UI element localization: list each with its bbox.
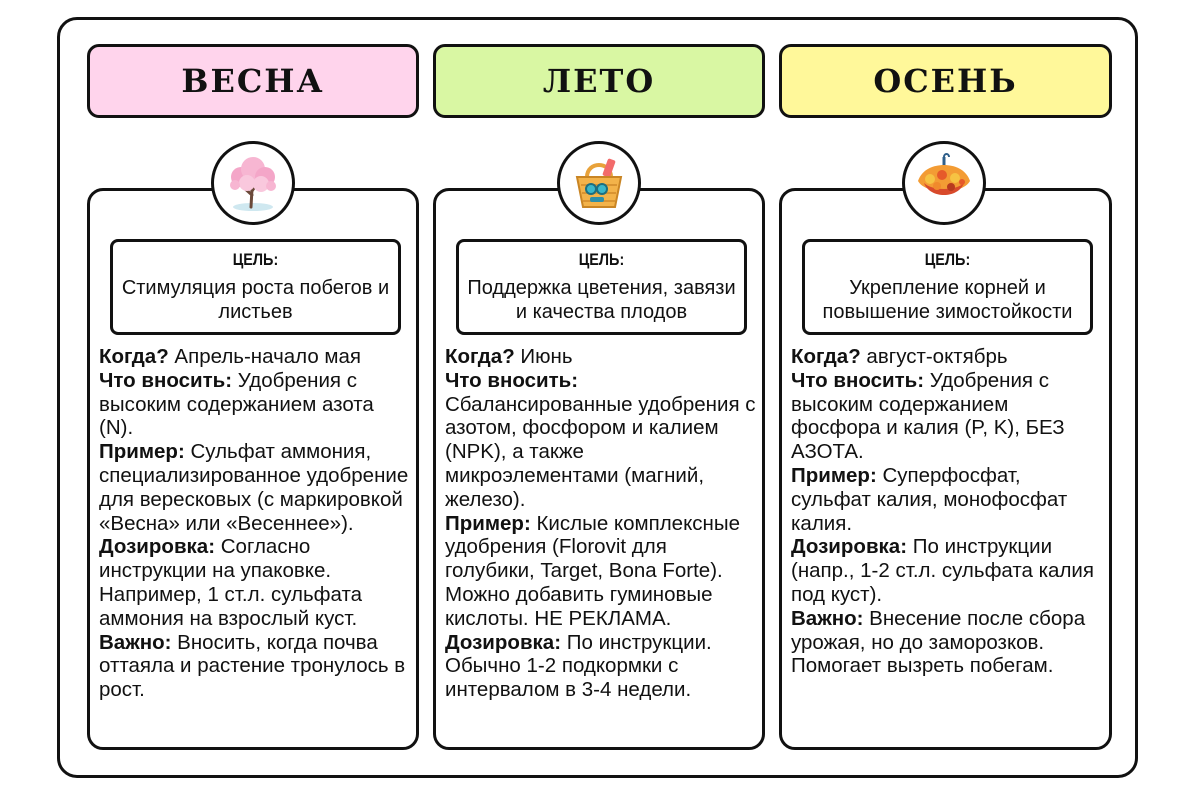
- when-label: Когда?: [445, 345, 515, 368]
- card-spring: [87, 188, 419, 750]
- when-line: [791, 345, 1103, 369]
- dose-label: Дозировка:: [99, 535, 216, 559]
- cherry-blossom-tree-icon: [211, 141, 295, 225]
- example-line: [445, 512, 756, 631]
- header-autumn-label: ОСЕНЬ: [873, 62, 1018, 100]
- card-summer: [433, 188, 765, 750]
- dose-line: [445, 631, 756, 702]
- when-value: август-октябрь: [860, 345, 1008, 368]
- important-value: Вносить, когда почва оттаяла и растение тронулось в рост.: [99, 630, 406, 702]
- goal-text: Поддержка цветения, завязи и качества плодов: [467, 277, 736, 323]
- what-line: [99, 369, 410, 440]
- example-label: Пример:: [99, 440, 185, 464]
- dose-value: По инструкции (напр., 1-2 ст.л. сульфата калия под куст).: [791, 535, 1094, 606]
- important-line: [791, 607, 1103, 678]
- when-label: Когда?: [791, 345, 861, 368]
- what-value: Удобрения с высоким содержанием азота (N).: [99, 368, 374, 440]
- what-line: [445, 369, 756, 512]
- important-label: Важно:: [791, 606, 864, 630]
- goal-box-spring: [110, 239, 401, 335]
- what-value: Удобрения с высоким содержанием фосфора и калия (P, K), БЕЗ АЗОТА.: [791, 368, 1065, 464]
- important-label: Важно:: [99, 630, 172, 654]
- important-value: Внесение после сбора урожая, но до заморозков. Помогает вызреть побегам.: [791, 606, 1086, 678]
- when-label: Когда?: [99, 345, 169, 368]
- what-value: Сбалансированные удобрения с азотом, фосфором и калием (NPK), а также микроэлементами (магний, железо).: [445, 392, 756, 511]
- dose-label: Дозировка:: [791, 535, 908, 559]
- example-line: [791, 464, 1103, 535]
- what-line: [791, 369, 1103, 464]
- header-spring: [87, 44, 419, 118]
- example-value: Кислые комплексные удобрения (Florovit для голубики, Target, Bona Forte). Можно добавить гуминовые кислоты. НЕ РЕКЛАМА.: [445, 511, 740, 630]
- card-autumn: [779, 188, 1112, 750]
- details-summer: [445, 345, 756, 702]
- example-value: Суперфосфат, сульфат калия, монофосфат калия.: [791, 463, 1068, 535]
- example-value: Сульфат аммония, специализированное удобрение для вересковых (с маркировкой «Весна» или «Весеннее»).: [99, 440, 409, 535]
- dose-label: Дозировка:: [445, 630, 562, 654]
- when-line: [445, 345, 756, 369]
- when-line: [99, 345, 410, 369]
- what-label: Что вносить:: [791, 368, 925, 392]
- when-value: Апрель-начало мая: [168, 345, 362, 368]
- beach-bag-icon: [557, 141, 641, 225]
- autumn-umbrella-leaves-icon: [902, 141, 986, 225]
- important-line: [99, 631, 410, 702]
- dose-value: Согласно инструкции на упаковке. Например, 1 ст.л. сульфата аммония на взрослый куст.: [99, 535, 363, 630]
- goal-title: ЦЕЛЬ:: [578, 250, 625, 269]
- header-summer-label: ЛЕТО: [542, 62, 656, 100]
- goal-box-summer: [456, 239, 747, 335]
- details-spring: [99, 345, 410, 702]
- header-summer: [433, 44, 765, 118]
- what-label: Что вносить:: [445, 368, 579, 392]
- dose-value: По инструкции. Обычно 1-2 подкормки с интервалом в 3-4 недели.: [445, 630, 712, 702]
- goal-box-autumn: [802, 239, 1093, 335]
- header-autumn: [779, 44, 1112, 118]
- goal-title: ЦЕЛЬ:: [232, 250, 279, 269]
- dose-line: [99, 535, 410, 630]
- goal-text: Стимуляция роста побегов и листьев: [121, 277, 390, 323]
- header-spring-label: ВЕСНА: [181, 62, 325, 100]
- goal-title: ЦЕЛЬ:: [924, 250, 971, 269]
- goal-text: Укрепление корней и повышение зимостойкости: [822, 277, 1073, 323]
- dose-line: [791, 535, 1103, 606]
- what-label: Что вносить:: [99, 368, 233, 392]
- example-label: Пример:: [791, 463, 877, 487]
- details-autumn: [791, 345, 1103, 678]
- example-label: Пример:: [445, 511, 531, 535]
- when-value: Июнь: [514, 345, 573, 368]
- example-line: [99, 440, 410, 535]
